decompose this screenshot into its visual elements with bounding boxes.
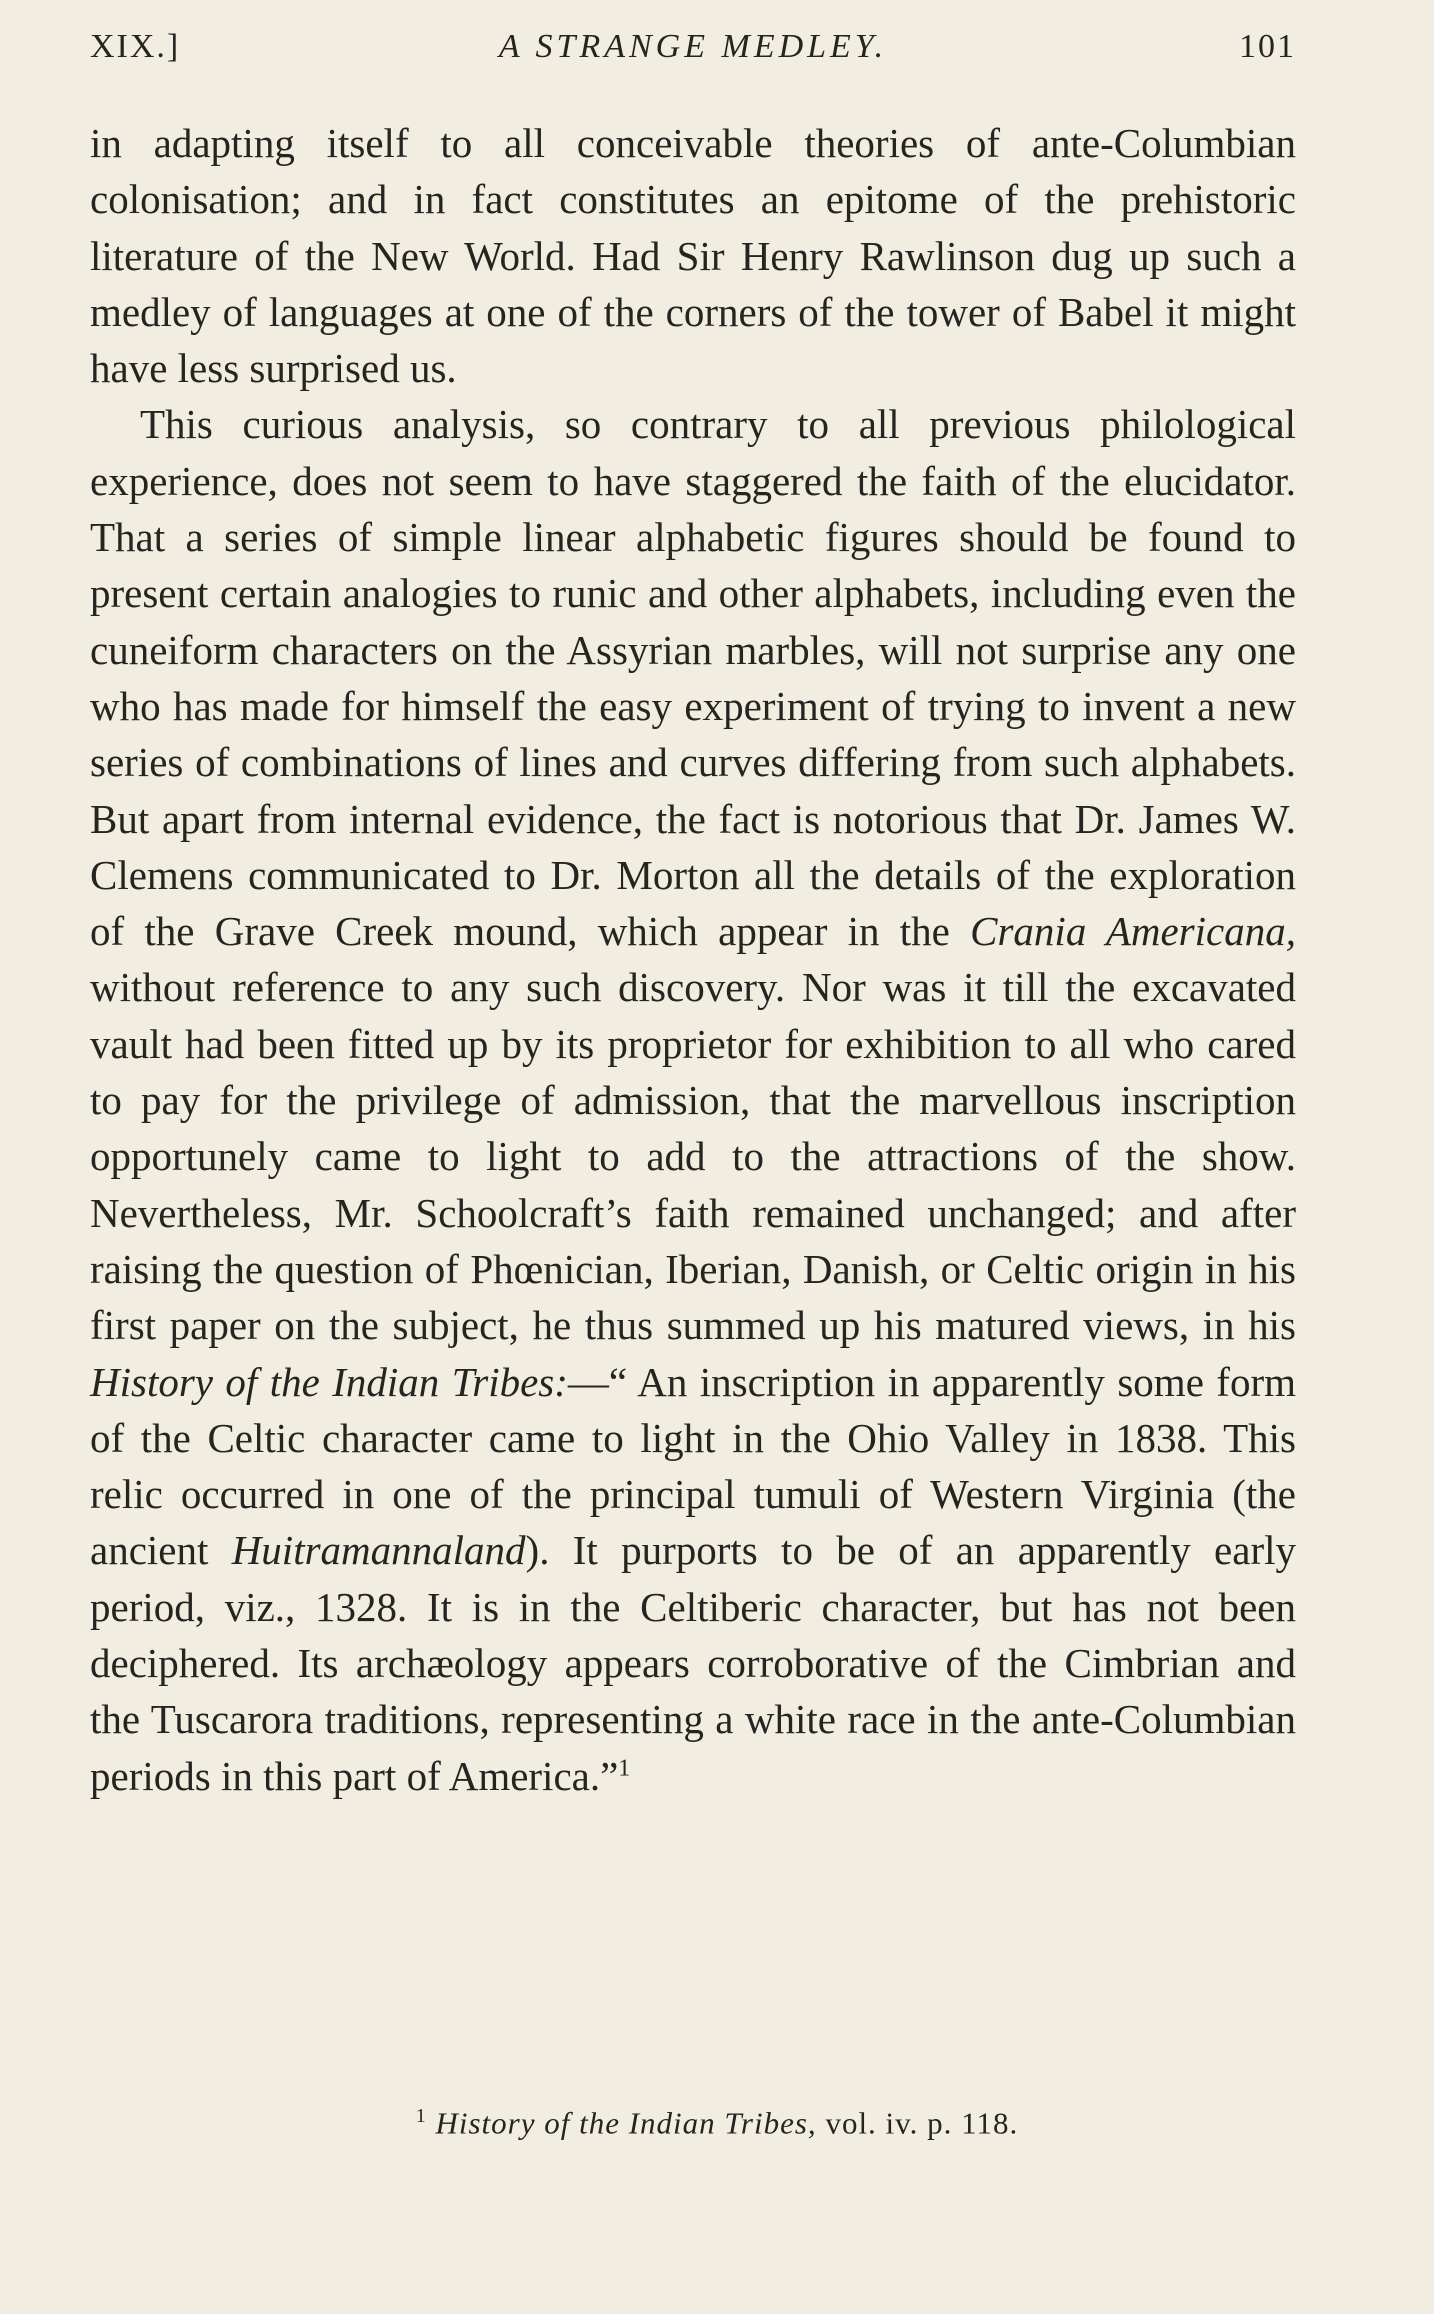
history-indian-tribes-title: History of the Indian Tribes: xyxy=(90,1358,568,1405)
running-header xyxy=(90,28,1296,84)
footnote-marker: 1 xyxy=(415,2105,427,2127)
body-text xyxy=(90,115,1296,1804)
footnote-reference: 1 xyxy=(618,1754,631,1781)
footnote xyxy=(0,2105,1434,2141)
running-title: A STRANGE MEDLEY. xyxy=(498,28,888,65)
footnote-title: History of the Indian Tribes, xyxy=(435,2105,817,2141)
page-number: 101 xyxy=(1239,28,1296,65)
chapter-number: XIX.] xyxy=(90,28,181,65)
huitramannaland-name: Huitramannaland xyxy=(231,1527,526,1574)
paragraph-1: in adapting itself to all conceivable theories of ante-Columbian colonisation; and in fact constitutes an epitome of the prehistoric literature of the New World. Had Sir Henry Rawlinson dug up such a medley of languages at one of the corners of the tower of Babel it might have less surprised us. xyxy=(90,120,1296,392)
paragraph-2-text: ). It purports to be of an apparently early period, viz., 1328. It is in the Celtiberic character, but has not been deciphered. Its archæology appears corroborative of the Cimbrian and the Tuscarora traditions, representing a white race in the ante-Columbian periods in this part of America.” xyxy=(90,1527,1296,1799)
footnote-citation: vol. iv. p. 118. xyxy=(816,2105,1019,2141)
paragraph-2-text: without reference to any such discovery. Nor was it till the excavated vault had been fitted up by its proprietor for exhibition to all who cared to pay for the privilege of admission, that the marvellous inscription opportunely came to light to add to the attractions of the show. Nevertheless, Mr. Schoolcraft’s faith remained unchanged; and after raising the question of Phœnician, Iberian, Danish, or Celtic origin in his first paper on the subject, he thus summed up his matured views, in his xyxy=(90,964,1296,1349)
paragraph-2 xyxy=(90,396,1296,1803)
paragraph-2-text: This curious analysis, so contrary to all previous philological experience, does not seem to have staggered the faith of the elucidator. That a series of simple linear alphabetic figures should be found to present certain analogies to runic and other alphabets, including even the cuneiform characters on the Assyrian marbles, will not surprise any one who has made for himself the easy experiment of trying to invent a new series of combinations of lines and curves differing from such alphabets. But apart from internal evidence, the fact is notorious that Dr. James W. Clemens communicated to Dr. Morton all the details of the exploration of the Grave Creek mound, which appear in the xyxy=(90,401,1296,955)
paragraph-2-text: —“ An inscription in apparently some form of the Celtic character came to light in the Ohio Valley in 1838. This relic occurred in one of the principal tumuli of Western Virginia (the ancient xyxy=(90,1358,1297,1574)
crania-americana-title: Crania Americana, xyxy=(970,908,1296,955)
